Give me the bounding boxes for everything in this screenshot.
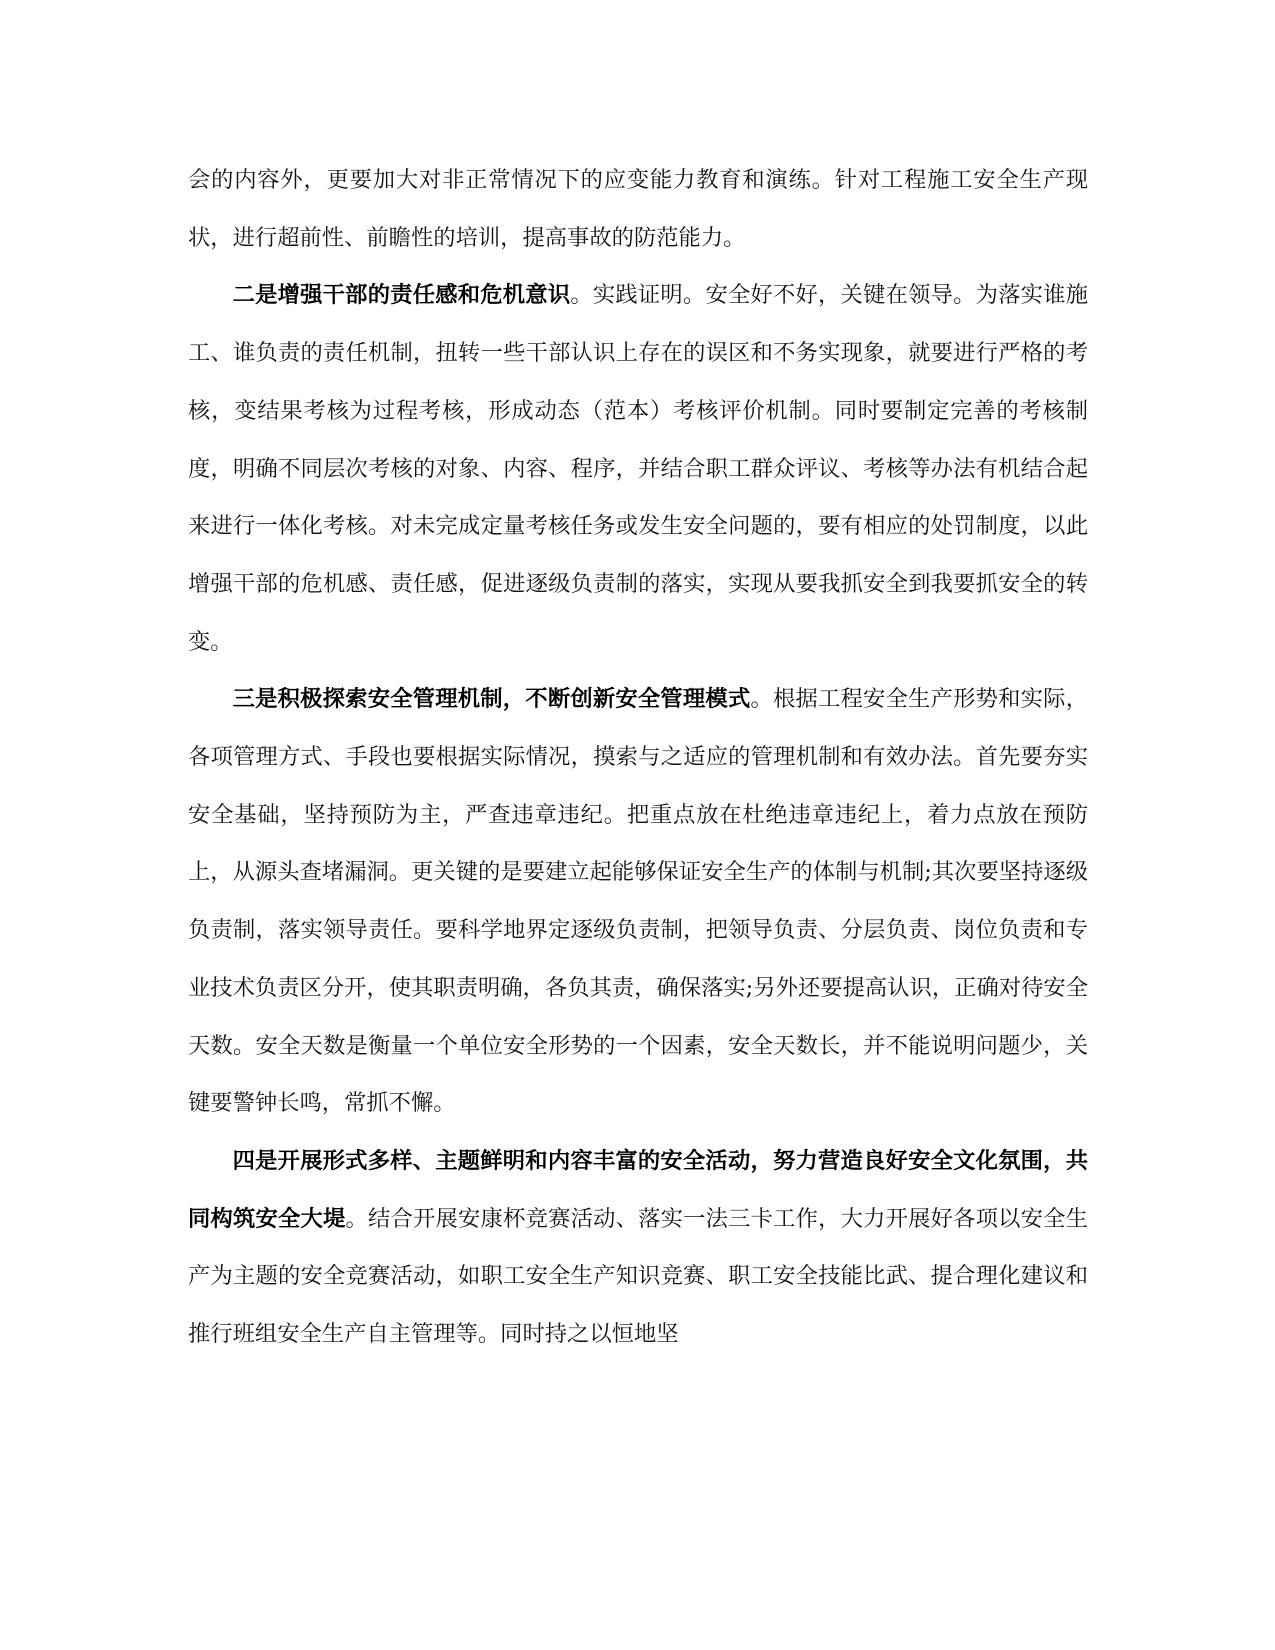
- paragraph-continuation: [188, 152, 1088, 267]
- paragraph-lead: 三是积极探索安全管理机制，不断创新安全管理模式: [232, 686, 751, 713]
- paragraph-cadre-responsibility: [188, 267, 1088, 671]
- paragraph-text: 。根据工程安全生产形势和实际，各项管理方式、手段也要根据实际情况，摸索与之适应的管理机制和有效办法。首先要夯实安全基础，坚持预防为主，严查违章违纪。把重点放在杜绝违章违纪上，着力点放在预防上，从源头查堵漏洞。更关键的是要建立起能够保证安全生产的体制与机制;其次要坚持逐级负责制，落实领导责任。要科学地界定逐级负责制，把领导负责、分层负责、岗位负责和专业技术负责区分开，使其职责明确，各负其责，确保落实;另外还要提高认识，正确对待安全天数。安全天数是衡量一个单位安全形势的一个因素，安全天数长，并不能说明问题少，关键要警钟长鸣，常抓不懈。: [188, 686, 1088, 1117]
- paragraph-lead: 二是增强干部的责任感和危机意识: [232, 282, 571, 309]
- paragraph-text: 会的内容外，更要加大对非正常情况下的应变能力教育和演练。针对工程施工安全生产现状，进行超前性、前瞻性的培训，提高事故的防范能力。: [188, 167, 1088, 251]
- paragraph-management-mechanism: [188, 671, 1088, 1133]
- paragraph-lead: 四是开展形式多样、主题鲜明和内容丰富的安全活动，努力营造良好安全文化氛围，共同构筑安全大堤: [188, 1147, 1088, 1232]
- paragraph-text: 。实践证明。安全好不好，关键在领导。为落实谁施工、谁负责的责任机制，扭转一些干部认识上存在的误区和不务实现象，就要进行严格的考核，变结果考核为过程考核，形成动态（范本）考核评价机制。同时要制定完善的考核制度，明确不同层次考核的对象、内容、程序，并结合职工群众评议、考核等办法有机结合起来进行一体化考核。对未完成定量考核任务或发生安全问题的，要有相应的处罚制度，以此增强干部的危机感、责任感，促进逐级负责制的落实，实现从要我抓安全到我要抓安全的转变。: [188, 282, 1088, 655]
- paragraph-safety-activities: [188, 1133, 1088, 1364]
- document-body: [188, 152, 1088, 1364]
- paragraph-text: 。结合开展安康杯竞赛活动、落实一法三卡工作，大力开展好各项以安全生产为主题的安全竞赛活动，如职工安全生产知识竞赛、职工安全技能比武、提合理化建议和推行班组安全生产自主管理等。同时持之以恒地坚: [188, 1205, 1088, 1348]
